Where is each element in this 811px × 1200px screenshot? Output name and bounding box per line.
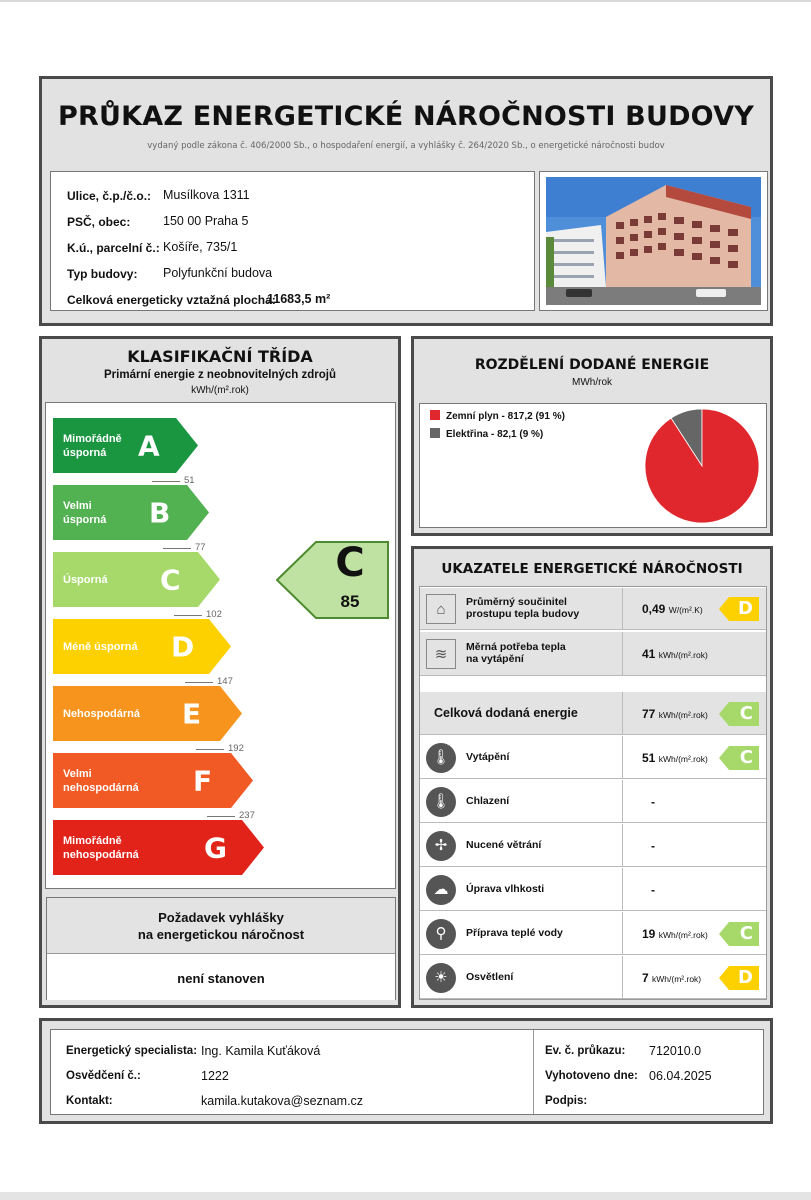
threshold-line	[185, 682, 213, 683]
area-value: 11683,5 m²	[267, 292, 331, 306]
indicator-label: Měrná potřeba tepla na vytápění	[466, 641, 566, 665]
header-panel	[39, 76, 773, 326]
indicators-title: UKAZATELE ENERGETICKÉ NÁROČNOSTI	[441, 561, 743, 577]
class-arrow-d	[53, 619, 231, 674]
area-label: Celková energeticky vztažná plocha:	[67, 293, 276, 307]
indicator-separator	[622, 632, 623, 675]
class-arrow-f	[53, 753, 253, 808]
fan-icon: ✢	[426, 831, 456, 861]
indicator-row	[420, 780, 766, 823]
legend-swatch	[430, 410, 440, 420]
threshold-line	[152, 481, 180, 482]
building-photo-frame	[539, 171, 768, 311]
indicator-value	[642, 971, 701, 985]
pie-title: ROZDĚLENÍ DODANÉ ENERGIE	[474, 357, 710, 373]
cert-label: Osvědčení č.:	[66, 1070, 141, 1082]
indicator-label: Vytápění	[466, 750, 510, 763]
indicator-value: -	[651, 794, 655, 809]
class-letter: E	[182, 697, 202, 730]
thermometer-minus-icon: 🌡	[426, 787, 456, 817]
specialist-label: Energetický specialista:	[66, 1045, 198, 1057]
class-name: Velmi úsporná	[63, 499, 107, 526]
class-arrow-e	[53, 686, 242, 741]
legend-label: Elektřina - 82,1 (9 %)	[446, 429, 544, 440]
indicator-value	[642, 602, 703, 616]
indicator-number: 51	[642, 750, 656, 765]
contact-label: Kontakt:	[66, 1095, 113, 1107]
indicator-unit: kWh/(m².rok)	[658, 650, 708, 660]
legend-swatch	[430, 428, 440, 438]
class-letter: A	[138, 429, 160, 462]
badge-letter: D	[738, 598, 753, 619]
indicator-unit: kWh/(m².rok)	[658, 709, 708, 720]
contact-value[interactable]: kamila.kutakova@seznam.cz	[201, 1094, 364, 1108]
indicator-separator	[622, 868, 623, 910]
indicator-label: Chlazení	[466, 794, 510, 807]
indicator-value	[642, 647, 708, 661]
requirement-value: není stanoven	[177, 971, 265, 986]
indicator-unit: kWh/(m².rok)	[658, 929, 708, 940]
indicator-number: 0,49	[642, 602, 666, 616]
class-name: Velmi nehospodárná	[63, 767, 139, 794]
indicator-number: 41	[642, 647, 656, 661]
class-letter: F	[193, 764, 213, 797]
indicator-label: Nucené větrání	[466, 838, 542, 851]
threshold-line	[196, 749, 224, 750]
class-name: Mimořádně nehospodárná	[63, 834, 139, 861]
cert-value: 1222	[201, 1069, 229, 1083]
indicator-separator	[622, 588, 623, 629]
requirement-value-cell	[47, 953, 395, 1000]
threshold-value: 51	[184, 475, 195, 486]
building-info	[50, 171, 535, 311]
threshold-line	[163, 548, 191, 549]
sign-label: Podpis:	[545, 1095, 588, 1107]
indicator-unit: W/(m².K)	[668, 605, 703, 615]
indicator-row	[420, 824, 766, 867]
indicator-value	[642, 707, 708, 721]
pie-area	[419, 403, 767, 528]
top-edge	[0, 0, 811, 2]
pie-chart	[642, 406, 762, 526]
type-label: Typ budovy:	[67, 267, 138, 281]
lightbulb-icon: ☀	[426, 963, 456, 993]
indicator-number: 7	[642, 970, 649, 985]
legend-entry	[430, 428, 565, 446]
class-letter: G	[204, 831, 227, 864]
thermometer-plus-icon: 🌡	[426, 743, 456, 773]
threshold-line	[207, 816, 235, 817]
threshold-value: 237	[239, 810, 255, 821]
indicator-unit: kWh/(m².rok)	[652, 973, 702, 984]
psc-label: PSČ, obec:	[67, 215, 131, 229]
indicator-badge	[719, 597, 759, 621]
indicator-row	[420, 692, 766, 735]
address-value: Musílkova 1311	[163, 188, 250, 202]
ku-label: K.ú., parcelní č.:	[67, 241, 160, 255]
indicator-separator	[622, 824, 623, 866]
page-title: PRŮKAZ ENERGETICKÉ NÁROČNOSTI BUDOVY	[58, 101, 754, 132]
heat-waves-icon: ≋	[426, 639, 456, 669]
indicator-number: 19	[642, 926, 656, 941]
legend-label: Zemní plyn - 817,2 (91 %)	[446, 411, 565, 422]
class-name: Nehospodárná	[63, 707, 141, 720]
badge-letter: C	[739, 746, 753, 768]
indicator-value	[642, 927, 708, 941]
ku-value: Košíře, 735/1	[163, 240, 238, 254]
bottom-edge	[0, 1192, 811, 1200]
page-subtitle: vydaný podle zákona č. 406/2000 Sb., o hospodaření energií, a vyhlášky č. 264/2020 Sb., o energetické náročnosti budov	[147, 141, 665, 151]
indicator-value: -	[651, 838, 655, 853]
date-label: Vyhotoveno dne:	[545, 1070, 638, 1082]
indicator-badge	[719, 746, 759, 770]
ev-value: 712010.0	[649, 1044, 702, 1058]
faucet-icon: ⚲	[426, 919, 456, 949]
ev-label: Ev. č. průkazu:	[545, 1045, 626, 1057]
class-arrow-c	[53, 552, 220, 607]
pie-legend	[430, 410, 565, 446]
class-name: Mimořádně úsporná	[63, 432, 122, 459]
indicator-row	[420, 632, 766, 676]
footer-divider	[533, 1030, 534, 1114]
indicator-row	[420, 956, 766, 999]
class-arrow-a	[53, 418, 198, 473]
specialist-value: Ing. Kamila Kuťáková	[201, 1044, 321, 1058]
badge-letter: D	[738, 966, 753, 988]
threshold-value: 147	[217, 676, 233, 687]
date-value: 06.04.2025	[649, 1069, 712, 1083]
indicator-unit: kWh/(m².rok)	[658, 753, 708, 764]
class-name: Méně úsporná	[63, 640, 138, 653]
indicator-label: Celková dodaná energie	[434, 705, 578, 720]
indicator-badge	[719, 966, 759, 990]
energy-distribution-panel	[411, 336, 773, 536]
legend-entry	[430, 410, 565, 428]
badge-letter: C	[739, 922, 753, 944]
indicator-row	[420, 912, 766, 955]
indicator-separator	[622, 956, 623, 998]
indicator-value: -	[651, 882, 655, 897]
indicator-row	[420, 736, 766, 779]
threshold-line	[174, 615, 202, 616]
address-label: Ulice, č.p./č.o.:	[67, 189, 152, 203]
indicator-badge	[719, 922, 759, 946]
indicator-label: Příprava teplé vody	[466, 926, 563, 939]
class-arrow-g	[53, 820, 264, 875]
indicator-separator	[622, 912, 623, 954]
indicator-separator	[622, 692, 623, 734]
class-name: Úsporná	[63, 573, 108, 586]
classification-title: KLASIFIKAČNÍ TŘÍDA	[127, 347, 313, 366]
building-icon: ⌂	[426, 594, 456, 624]
requirement-title: Požadavek vyhlášky na energetickou náročnost	[137, 910, 305, 942]
indicator-label: Průměrný součinitel prostupu tepla budovy	[466, 596, 580, 620]
threshold-value: 77	[195, 542, 206, 553]
humidity-icon: ☁	[426, 875, 456, 905]
rating-value: 85	[340, 592, 360, 611]
building-photo	[546, 177, 761, 305]
class-letter: B	[149, 496, 171, 529]
footer-panel	[39, 1018, 773, 1124]
threshold-value: 192	[228, 743, 244, 754]
indicator-badge	[719, 702, 759, 726]
requirement-box	[46, 897, 396, 1000]
indicator-separator	[622, 736, 623, 778]
class-letter: C	[160, 563, 181, 596]
indicator-number: 77	[642, 706, 656, 721]
indicator-label: Úprava vlhkosti	[466, 882, 545, 895]
class-arrow-b	[53, 485, 209, 540]
psc-value: 150 00 Praha 5	[163, 214, 249, 228]
classification-subtitle: Primární energie z neobnovitelných zdrojů	[104, 369, 336, 381]
indicator-row	[420, 868, 766, 911]
pie-unit: MWh/rok	[572, 377, 612, 388]
threshold-value: 102	[206, 609, 222, 620]
rating-letter: C	[335, 540, 365, 586]
indicator-label: Osvětlení	[466, 970, 514, 983]
indicator-separator	[622, 780, 623, 822]
class-letter: D	[171, 630, 195, 663]
badge-letter: C	[739, 702, 753, 724]
indicator-value	[642, 751, 708, 765]
footer-inner	[50, 1029, 764, 1115]
classification-unit: kWh/(m².rok)	[191, 385, 249, 396]
indicator-row	[420, 588, 766, 630]
type-value: Polyfunkční budova	[163, 266, 273, 280]
pie-slice-0	[645, 409, 759, 523]
